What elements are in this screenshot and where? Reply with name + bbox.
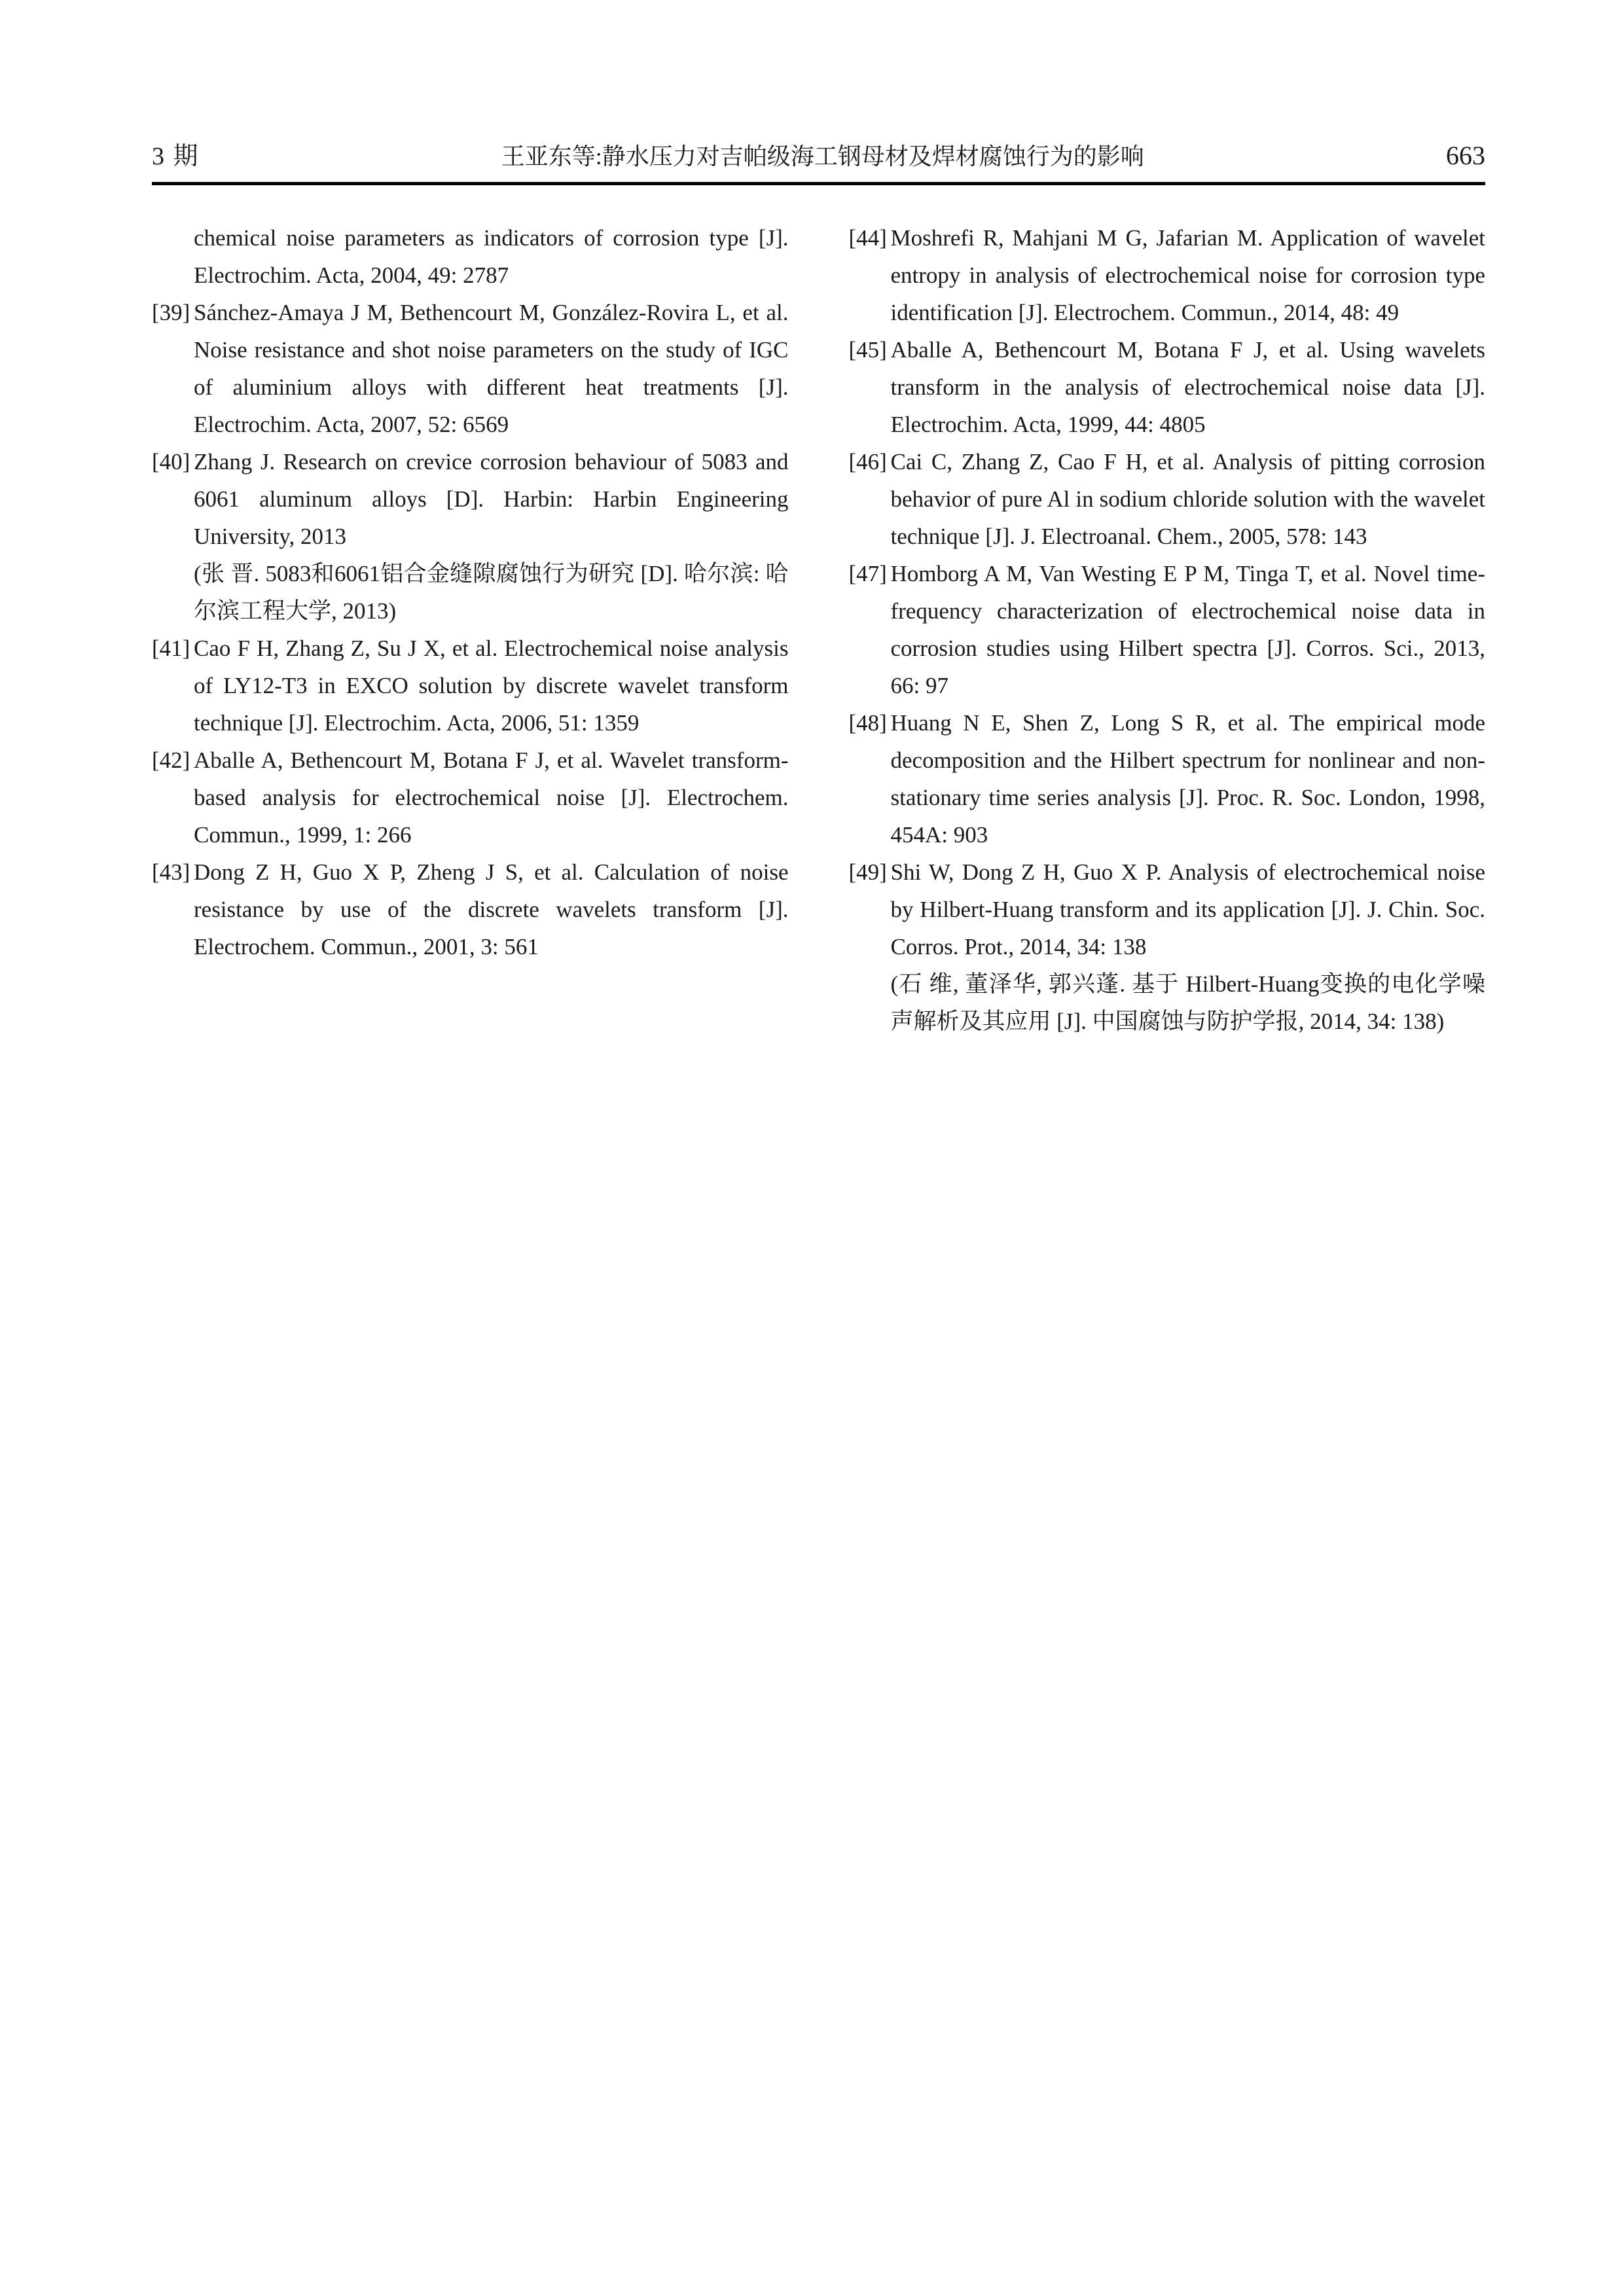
reference-text: Cai C, Zhang Z, Cao F H, et al. Analysis of pitting corrosion behavior of pure Al in sodium chloride solution with the wavelet technique [J]. J. Electroanal. Chem., 2005, 578: 143 bbox=[890, 449, 1485, 549]
reference-entry-48 bbox=[849, 704, 1486, 853]
reference-text: Cao F H, Zhang Z, Su J X, et al. Electrochemical noise analysis of LY12-T3 in EXCO solution by discrete wavelet transform technique [J]. Electrochim. Acta, 2006, 51: 1359 bbox=[194, 636, 789, 736]
reference-text: Huang N E, Shen Z, Long S R, et al. The empirical mode decomposition and the Hilbert spectrum for nonlinear and non-stationary time series analysis [J]. Proc. R. Soc. London, 1998, 454A: 903 bbox=[890, 710, 1485, 848]
reference-entry-49 bbox=[849, 853, 1486, 1040]
reference-entry-43 bbox=[152, 853, 789, 965]
reference-text: Dong Z H, Guo X P, Zheng J S, et al. Calculation of noise resistance by use of the discrete wavelets transform [J]. Electrochem. Commun., 2001, 3: 561 bbox=[194, 859, 789, 960]
reference-label: [46] bbox=[848, 449, 887, 475]
reference-entry-44 bbox=[849, 219, 1486, 331]
references-right-column bbox=[849, 219, 1486, 1040]
reference-entry-45 bbox=[849, 331, 1486, 443]
reference-translation: (石 维, 董泽华, 郭兴蓬. 基于 Hilbert-Huang变换的电化学噪声解析及其应用 [J]. 中国腐蚀与防护学报, 2014, 34: 138) bbox=[890, 971, 1485, 1034]
reference-entry-continuation bbox=[152, 219, 789, 294]
reference-label: [45] bbox=[848, 337, 887, 363]
reference-entry-42 bbox=[152, 742, 789, 853]
references-left-column bbox=[152, 219, 789, 1040]
reference-label: [43] bbox=[152, 859, 190, 885]
reference-label: [41] bbox=[152, 636, 190, 661]
reference-label: [42] bbox=[152, 747, 190, 773]
reference-entry-47 bbox=[849, 555, 1486, 704]
reference-text: Aballe A, Bethencourt M, Botana F J, et al. Wavelet transform-based analysis for electrochemical noise [J]. Electrochem. Commun., 1999, 1: 266 bbox=[194, 747, 789, 848]
reference-entry-46 bbox=[849, 443, 1486, 555]
reference-text: Aballe A, Bethencourt M, Botana F J, et al. Using wavelets transform in the analysis of electrochemical noise data [J]. Electrochim. Acta, 1999, 44: 4805 bbox=[890, 337, 1485, 437]
header-rule bbox=[152, 182, 1485, 185]
reference-label: [47] bbox=[848, 561, 887, 586]
issue-label: 3 期 bbox=[152, 143, 200, 170]
references-section bbox=[152, 219, 1485, 1040]
reference-label: [49] bbox=[848, 859, 887, 885]
reference-translation: (张 晋. 5083和6061铝合金缝隙腐蚀行为研究 [D]. 哈尔滨: 哈尔滨工程大学, 2013) bbox=[194, 561, 789, 624]
reference-label: [44] bbox=[848, 225, 887, 251]
reference-text: Moshrefi R, Mahjani M G, Jafarian M. Application of wavelet entropy in analysis of electrochemical noise for corrosion type identification [J]. Electrochem. Commun., 2014, 48: 49 bbox=[890, 225, 1485, 325]
reference-label: [39] bbox=[152, 300, 190, 325]
page-header bbox=[152, 141, 1485, 171]
page-number: 663 bbox=[1446, 141, 1485, 170]
reference-entry-40 bbox=[152, 443, 789, 630]
reference-label: [48] bbox=[848, 710, 887, 736]
reference-entry-41 bbox=[152, 630, 789, 742]
reference-text: Zhang J. Research on crevice corrosion behaviour of 5083 and 6061 aluminum alloys [D]. Harbin: Harbin Engineering University, 2013 bbox=[194, 449, 789, 549]
reference-text: Shi W, Dong Z H, Guo X P. Analysis of electrochemical noise by Hilbert-Huang transform and its application [J]. J. Chin. Soc. Corros. Prot., 2014, 34: 138 bbox=[890, 859, 1485, 960]
reference-label: [40] bbox=[152, 449, 190, 475]
reference-text: chemical noise parameters as indicators of corrosion type [J]. Electrochim. Acta, 2004, 49: 2787 bbox=[194, 225, 789, 288]
reference-entry-39 bbox=[152, 294, 789, 443]
reference-text: Homborg A M, Van Westing E P M, Tinga T, et al. Novel time-frequency characterization of electrochemical noise data in corrosion studies using Hilbert spectra [J]. Corros. Sci., 2013, 66: 97 bbox=[890, 561, 1485, 698]
running-title: 王亚东等:静水压力对吉帕级海工钢母材及焊材腐蚀行为的影响 bbox=[501, 143, 1144, 170]
reference-text: Sánchez-Amaya J M, Bethencourt M, González-Rovira L, et al. Noise resistance and shot noise parameters on the study of IGC of aluminium alloys with different heat treatments [J]. Electrochim. Acta, 2007, 52: 6569 bbox=[194, 300, 789, 437]
